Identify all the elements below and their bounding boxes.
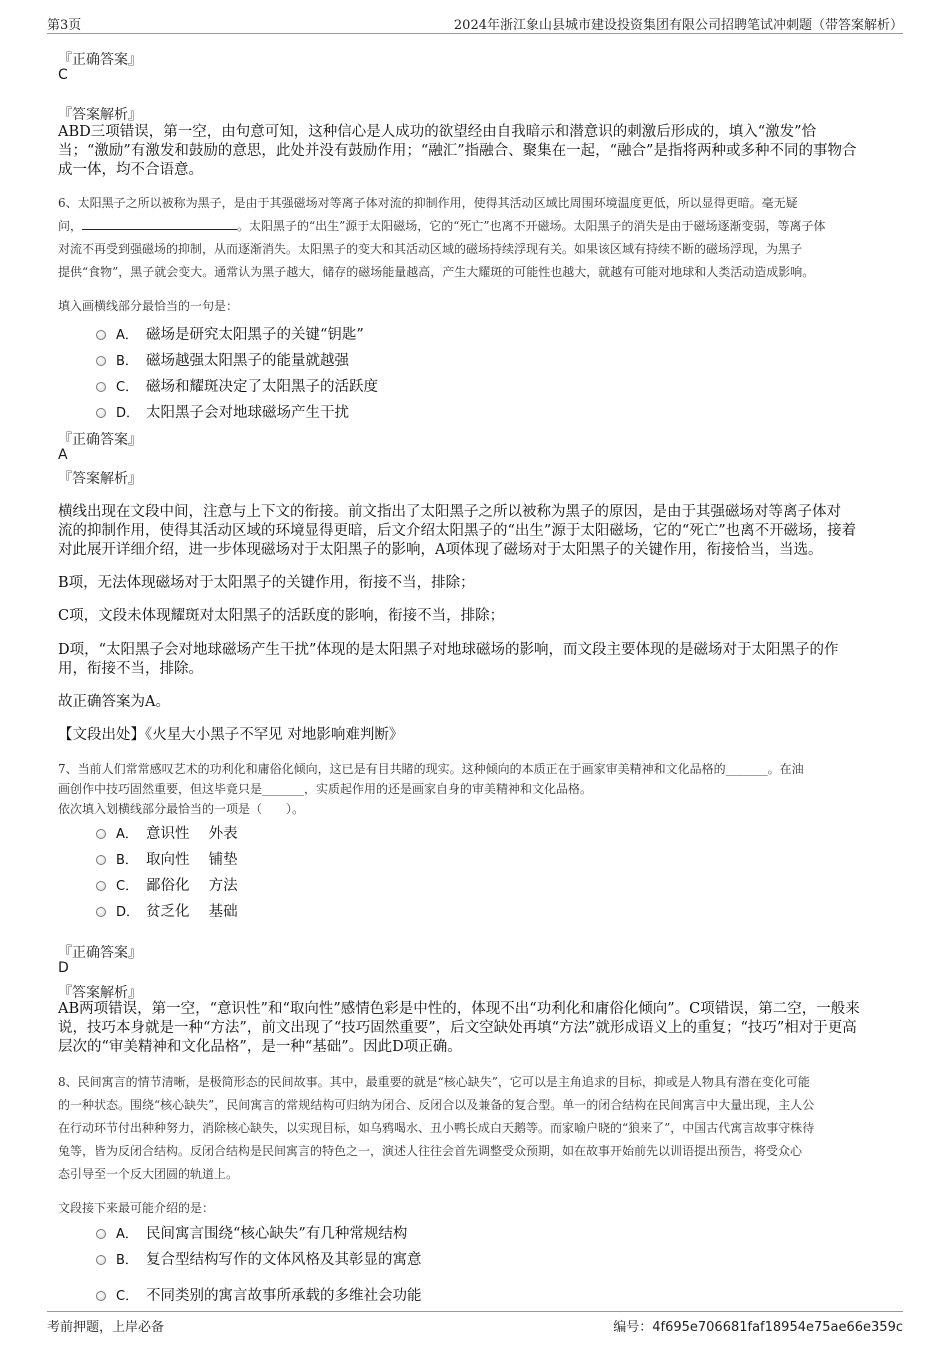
q7-answer-label: 『正确答案』 xyxy=(58,945,142,961)
q6-passage-line: 6、太阳黑子之所以被称为黑子，是由于其强磁场对等离子体对流的抑制作用，使得其活动区域比周围环境温度更低，所以显得更暗。毫无疑 xyxy=(58,196,798,210)
q6-option-a[interactable]: A． 磁场是研究太阳黑子的关键“钥匙” xyxy=(96,323,364,344)
q6-analysis-d: 用，衔接不当，排除。 xyxy=(58,661,203,677)
q7-analysis-label: 『答案解析』 xyxy=(58,985,142,1001)
q6-passage-suffix: 。太阳黑子的“出生”源于太阳磁场，它的“死亡”也离不开磁场。太阳黑子的消失是由于磁场逐渐变弱，等离子体 xyxy=(237,219,826,233)
q6-analysis-line: 对此展开详细介绍，进一步体现磁场对于太阳黑子的影响，A项体现了磁场对于太阳黑子的关键作用，衔接恰当，当选。 xyxy=(58,542,823,558)
q8-option-c[interactable]: C． 不同类别的寓言故事所承载的多维社会功能 xyxy=(96,1284,422,1305)
radio-icon[interactable] xyxy=(96,855,106,865)
q6-option-d[interactable]: D． 太阳黑子会对地球磁场产生干扰 xyxy=(96,401,349,422)
q6-analysis-d: D项，“太阳黑子会对地球磁场产生干扰”体现的是太阳黑子对地球磁场的影响，而文段主要体现的是磁场对于太阳黑子的作 xyxy=(58,642,839,658)
document-code-label: 编号： xyxy=(613,1320,653,1335)
q7-analysis-line: 层次的“审美精神和文化品格”，是一种“基础”。因此D项正确。 xyxy=(58,1039,462,1055)
q5-answer: C xyxy=(58,67,68,83)
radio-icon[interactable] xyxy=(96,408,106,418)
q6-conclusion: 故正确答案为A。 xyxy=(58,694,170,710)
q6-source: 【文段出处】《火星大小黑子不罕见 对地影响难判断》 xyxy=(58,727,404,743)
q6-option-c[interactable]: C． 磁场和耀斑决定了太阳黑子的活跃度 xyxy=(96,375,378,396)
q6-prompt: 填入画横线部分最恰当的一句是： xyxy=(58,299,239,313)
q6-passage-blank-line xyxy=(58,215,826,238)
q7-answer: D xyxy=(58,960,69,976)
q6-passage-line: 提供“食物”，黑子就会变大。通常认为黑子越大，储存的磁场能量越高，产生大耀斑的可能性也越大，就越有可能对地球和人类活动造成影响。 xyxy=(58,265,815,279)
document-code xyxy=(613,1316,903,1335)
q5-analysis-line: 当；“激励”有激发和鼓励的意思，此处并没有鼓励作用；“融汇”指融合、聚集在一起，“融合”是指将两种或多种不同的事物合 xyxy=(58,143,857,159)
q6-passage-line: 对流不再受到强磁场的抑制，从而逐渐消失。太阳黑子的变大和其活动区域的磁场持续浮现有关。如果该区域有持续不断的磁场浮现，为黑子 xyxy=(58,242,803,256)
q7-line: 依次填入划横线部分最恰当的一项是（ ）。 xyxy=(58,802,305,816)
q5-analysis-line: 成一体，均不合语意。 xyxy=(58,162,203,178)
q8-line: 的一种状态。围绕“核心缺失”，民间寓言的常规结构可归纳为闭合、反闭合以及兼备的复合型。单一的闭合结构在民间寓言中大量出现，主人公 xyxy=(58,1098,815,1112)
q7-analysis-line: 说，技巧本身就是一种“方法”，前文出现了“技巧固然重要”，后文空缺处再填“方法”就形成语义上的重复；“技巧”相对于更高 xyxy=(58,1020,857,1036)
q6-analysis-label: 『答案解析』 xyxy=(58,471,142,487)
q5-analysis-line: ABD三项错误，第一空，由句意可知，这种信心是人成功的欲望经由自我暗示和潜意识的刺激后形成的，填入“激发”恰 xyxy=(58,124,817,140)
radio-icon[interactable] xyxy=(96,829,106,839)
q7-analysis-line: AB两项错误，第一空，“意识性”和“取向性”感情色彩是中性的，体现不出“功利化和庸俗化倾向”。C项错误，第二空，一般来 xyxy=(58,1001,860,1017)
radio-icon[interactable] xyxy=(96,1255,106,1265)
q7-option-a[interactable]: A． 意识性 外表 xyxy=(96,822,238,843)
q7-line: 7、当前人们常常感叹艺术的功利化和庸俗化倾向，这已是有目共睹的现实。这种倾向的本质正在于画家审美精神和文化品格的_______。在油 xyxy=(58,762,804,776)
q7-line: 画创作中技巧固然重要，但这毕竟只是_______，实质起作用的还是画家自身的审美精神和文化品格。 xyxy=(58,782,593,796)
q6-answer-label: 『正确答案』 xyxy=(58,432,142,448)
document-title: 2024年浙江象山县城市建设投资集团有限公司招聘笔试冲刺题（带答案解析） xyxy=(453,18,903,33)
radio-icon[interactable] xyxy=(96,907,106,917)
page-header xyxy=(47,12,903,34)
q6-analysis-line: 流的抑制作用，使得其活动区域的环境显得更暗，后文介绍太阳黑子的“出生”源于太阳磁场，它的“死亡”也离不开磁场，接着 xyxy=(58,523,857,539)
q5-answer-label: 『正确答案』 xyxy=(58,52,142,68)
radio-icon[interactable] xyxy=(96,881,106,891)
q6-passage-prefix: 问， xyxy=(58,219,83,233)
q8-option-b[interactable]: B． 复合型结构写作的文体风格及其彰显的寓意 xyxy=(96,1248,422,1269)
q6-option-b[interactable]: B． 磁场越强太阳黑子的能量就越强 xyxy=(96,349,349,370)
q6-analysis-b: B项，无法体现磁场对于太阳黑子的关键作用，衔接不当，排除； xyxy=(58,575,475,591)
q8-line: 在行动环节付出种种努力，消除核心缺失，以实现目标，如乌鸦喝水、丑小鸭长成白天鹅等。而家喻户晓的“狼来了”，中国古代寓言故事守株待 xyxy=(58,1121,815,1135)
radio-icon[interactable] xyxy=(96,330,106,340)
page-number: 第3页 xyxy=(47,18,82,33)
q8-line: 8、民间寓言的情节清晰，是极简形态的民间故事。其中，最重要的就是“核心缺失”，它可以是主角追求的目标，抑或是人物具有潜在变化可能 xyxy=(58,1075,810,1089)
document-code-value: 4f695e706681faf18954e75ae66e359c xyxy=(652,1320,903,1335)
q8-line: 态引导至一个反大团圆的轨道上。 xyxy=(58,1167,239,1181)
q6-analysis-c: C项，文段未体现耀斑对太阳黑子的活跃度的影响，衔接不当，排除； xyxy=(58,608,505,624)
q5-analysis-label: 『答案解析』 xyxy=(58,107,142,123)
q8-option-a[interactable]: A． 民间寓言围绕“核心缺失”有几种常规结构 xyxy=(96,1222,407,1243)
answer-blank xyxy=(82,218,237,230)
radio-icon[interactable] xyxy=(96,356,106,366)
page-footer xyxy=(47,1311,903,1333)
q7-option-b[interactable]: B． 取向性 铺垫 xyxy=(96,848,238,869)
q7-option-d[interactable]: D． 贫乏化 基础 xyxy=(96,900,238,921)
q8-prompt: 文段接下来最可能介绍的是： xyxy=(58,1201,215,1215)
footer-slogan: 考前押题，上岸必备 xyxy=(47,1320,165,1335)
q7-option-c[interactable]: C． 鄙俗化 方法 xyxy=(96,874,238,895)
q6-answer: A xyxy=(58,447,68,463)
q8-line: 兔等，皆为反闭合结构。反闭合结构是民间寓言的特色之一，演述人往往会首先调整受众预期，如在故事开始前先以训语提出预告，将受众心 xyxy=(58,1144,803,1158)
radio-icon[interactable] xyxy=(96,1229,106,1239)
radio-icon[interactable] xyxy=(96,382,106,392)
radio-icon[interactable] xyxy=(96,1291,106,1301)
q6-analysis-line: 横线出现在文段中间，注意与上下文的衔接。前文指出了太阳黑子之所以被称为黑子的原因，是由于其强磁场对等离子体对 xyxy=(58,504,841,520)
